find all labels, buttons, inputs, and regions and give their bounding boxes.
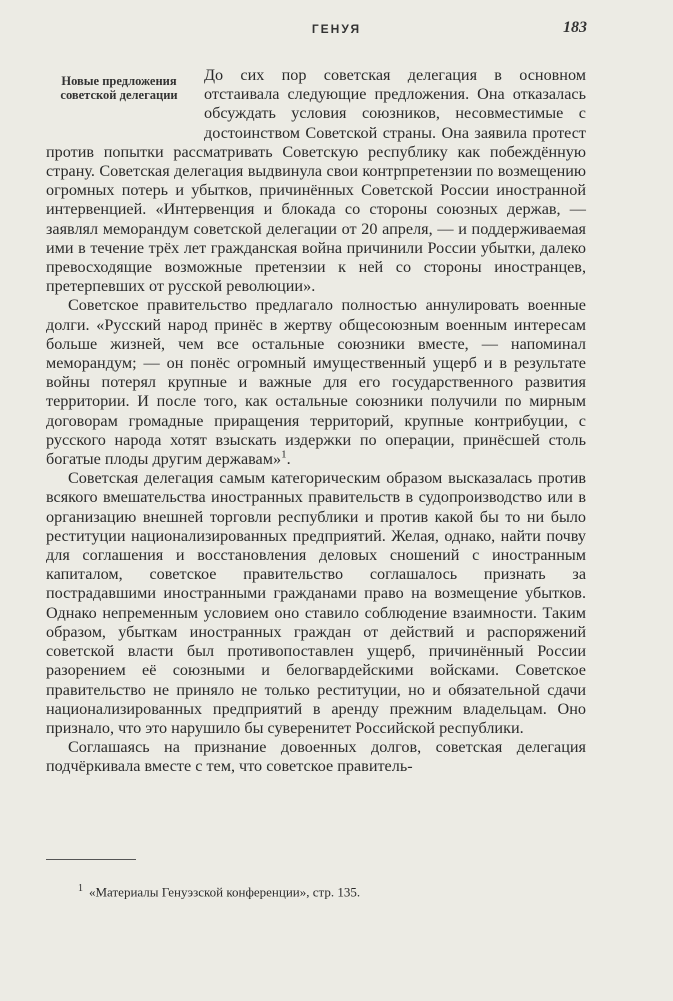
footnote-divider [46,859,136,860]
footnote [78,881,558,900]
body-text [46,66,586,777]
paragraph-1: До сих пор советская делегация в основном отстаивала следующие предложения. Она отказалась обсуждать условия союзников, несовместимые с достоинством Советской страны. Она заявила протест против попытки рассматривать Советскую республику как побеждённую страну. Советская делегация выдвинула свои контрпретензии по возмещению огромных потерь и убытков, причинённых Советской России иностранной интервенцией. «Интервенция и блокада со стороны союзных держав, — заявлял меморандум советской делегации от 20 апреля, — и поддерживаемая ими в течение трёх лет гражданская война причинили России убытки, далеко превосходящие возможные претензии к ней со стороны иностранцев, претерпевших от русской революции». [46,66,586,296]
footnote-number: 1 [78,883,83,894]
footnote-text: «Материалы Генуэзской конференции», стр. 135. [89,884,361,900]
margin-note: Новые предложения советской делегации [60,74,178,102]
paragraph-3: Советская делегация самым категорическим образом высказалась против всякого вмешательства иностранных правительств в судопроизводство или в организацию внешней торговли республики и против какой бы то ни было реституции национализированных предприятий. Желая, однако, найти почву для соглашения и восстановления деловых сношений с иностранным капиталом, советское правительство соглашалось признать за пострадавшими иностранными гражданами право на возмещение убытков. Однако непременным условием оно ставило соблюдение взаимности. Таким образом, убыткам иностранных граждан от действий и распоряжений советской власти был противопоставлен ущерб, причинённый России разорением её союзными и белогвардейскими войсками. Советское правительство не приняло не только реституции, но и обязательной сдачи национализированных предприятий в аренду прежним владельцам. Оно признало, что это нарушило бы суверенитет Российской республики. [46,469,586,737]
page-number: 183 [563,19,587,36]
footnote-reference: 1 [281,448,287,461]
paragraph-4: Соглашаясь на признание довоенных долгов, советская делегация подчёркивала вместе с тем, что советское правитель- [46,738,586,776]
paragraph-2: Советское правительство предлагало полностью аннулировать военные долги. «Русский народ принёс в жертву общесоюзным военным интересам больше жизней, чем все остальные союзники вместе, — напоминал меморандум; — он понёс огромный имущественный ущерб и в результате войны потерял крупные и важные для его государственного развития территории. И после того, как остальные союзники получили по мирным договорам громадные приращения территорий, крупные контрибуции, с русского народа хотят взыскать издержки по операции, принёсшей столь богатые плоды другим державам»$^1$. [46,296,586,469]
paragraph-2-text: Советское правительство предлагало полностью аннулировать военные долги. «Русский народ принёс в жертву общесоюзным военным интересам больше жизней, чем все остальные союзники вместе, — напоминал меморандум; — он понёс огромный имущественный ущерб и в результате войны потерял крупные и важные для его государственного развития территории. И после того, как остальные союзники получили по мирным договорам громадные приращения территорий, крупные контрибуции, с русского народа хотят взыскать издержки по операции, принёсшей столь богатые плоды другим державам» [46,296,586,469]
running-head: ГЕНУЯ [311,22,362,36]
page-header [0,19,673,44]
margin-note-spacer [46,66,204,142]
